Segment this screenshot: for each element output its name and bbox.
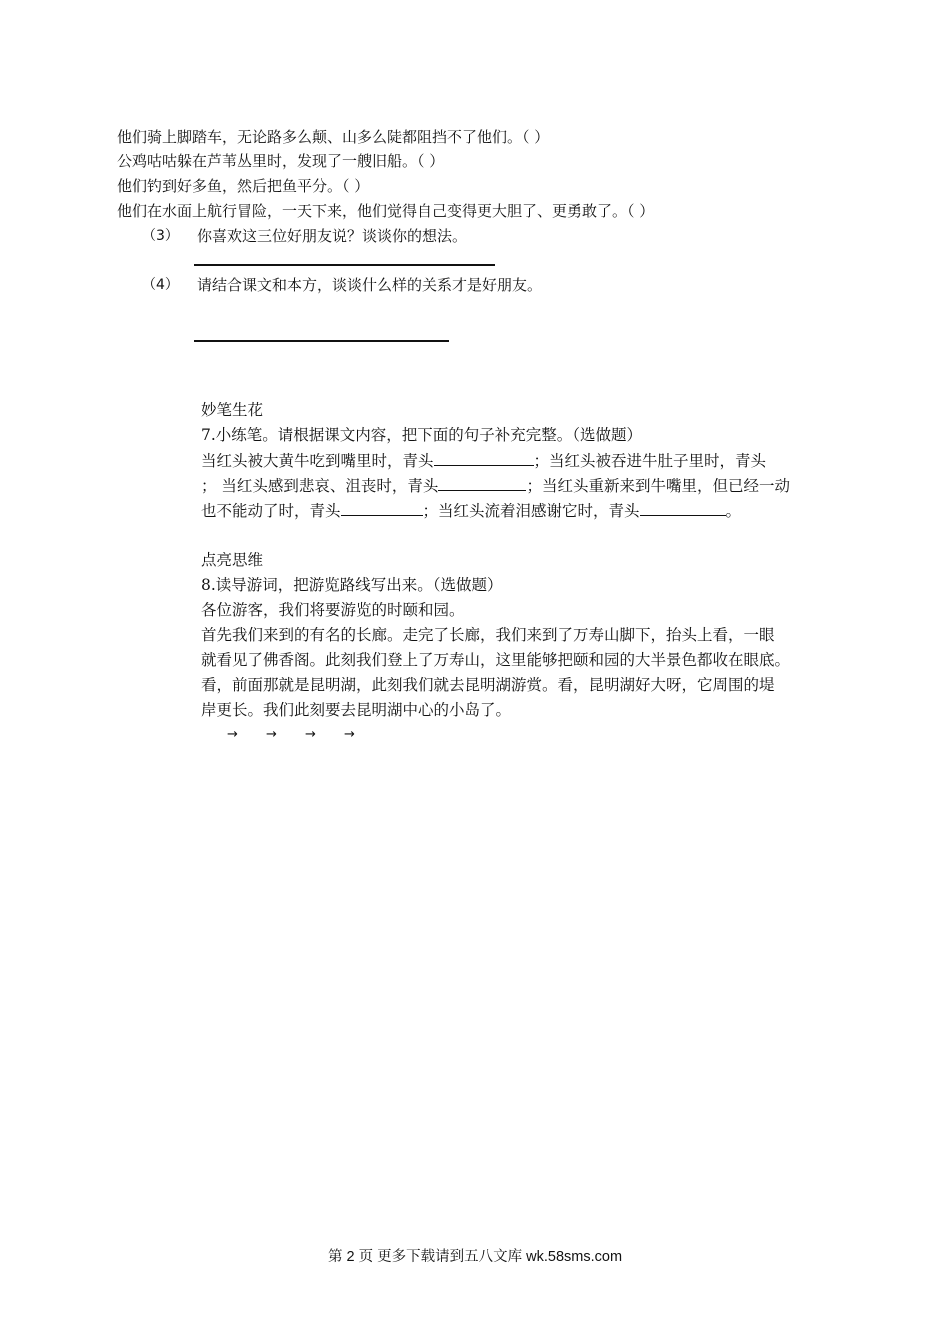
route-arrow-icon: → [227, 727, 238, 742]
judge-item-2: 公鸡咕咕躲在芦苇丛里时，发现了一艘旧船。（ ） [117, 152, 445, 170]
page-footer: 第 2 页 更多下载请到五八文库 wk.58sms.com [327, 1249, 623, 1265]
tour-line-3: 看，前面那就是昆明湖，此刻我们就去昆明湖游赏。看，昆明湖好大呀，它周围的堤 [201, 676, 775, 694]
tour-line-4: 岸更长。我们此刻要去昆明湖中心的小岛了。 [201, 701, 512, 719]
judge-item-3: 他们钓到好多鱼，然后把鱼平分。（ ） [117, 177, 370, 195]
q7-blank-4[interactable] [640, 499, 726, 516]
route-arrow-icon: → [344, 727, 355, 742]
q7-blank-1[interactable] [434, 449, 534, 466]
question-4-text: 请结合课文和本方，谈谈什么样的关系才是好朋友。 [197, 276, 543, 294]
tour-line-2: 就看见了佛香阁。此刻我们登上了万寿山，这里能够把颐和园的大半景色都收在眼底。 [201, 651, 791, 669]
question-7-title: 7.小练笔。请根据课文内容，把下面的句子补充完整。（选做题） [201, 426, 643, 444]
tour-line-1: 首先我们来到的有名的长廊。走完了长廊，我们来到了万寿山脚下，抬头上看，一眼 [201, 626, 775, 644]
q7-text-3c: 。 [725, 502, 742, 520]
question-3-text: 你喜欢这三位好朋友说？谈谈你的想法。 [197, 227, 468, 245]
judge-item-4: 他们在水面上航行冒险，一天下来，他们觉得自己变得更大胆了、更勇敢了。（ ） [117, 202, 655, 220]
question-7-line-3 [201, 499, 741, 524]
question-3-number: （3） [142, 228, 179, 244]
judge-item-1: 他们骑上脚踏车，无论路多么颠、山多么陡都阻挡不了他们。（ ） [117, 128, 550, 146]
route-arrow-icon: → [305, 727, 316, 742]
q7-text-2b: ；当红头重新来到牛嘴里，但已经一动 [526, 477, 790, 495]
q7-text-1b: ；当红头被吞进牛肚子里时，青头 [533, 452, 767, 470]
route-arrow-icon: → [266, 727, 277, 742]
q7-blank-2[interactable] [438, 474, 526, 491]
q7-text-2a: ； 当红头感到悲哀、沮丧时，青头 [201, 477, 439, 495]
section-heading-dianliang: 点亮思维 [201, 551, 264, 569]
q7-text-3a: 也不能动了时，青头 [201, 502, 341, 520]
q7-text-1a: 当红头被大黄牛吃到嘴里时，青头 [201, 452, 434, 470]
question-8-title: 8.读导游词，把游览路线写出来。（选做题） [201, 576, 503, 594]
q7-text-3b: ；当红头流着泪感谢它时，青头 [422, 502, 640, 520]
q7-blank-3[interactable] [341, 499, 423, 516]
tour-intro: 各位游客，我们将要游览的时颐和园。 [201, 601, 465, 619]
question-7-line-2 [201, 474, 790, 499]
question-4-answer-line[interactable] [194, 340, 449, 342]
question-7-line-1 [201, 449, 766, 474]
section-heading-miaobi: 妙笔生花 [201, 401, 264, 419]
question-4-number: （4） [142, 277, 179, 293]
question-3-answer-line[interactable] [194, 264, 495, 266]
